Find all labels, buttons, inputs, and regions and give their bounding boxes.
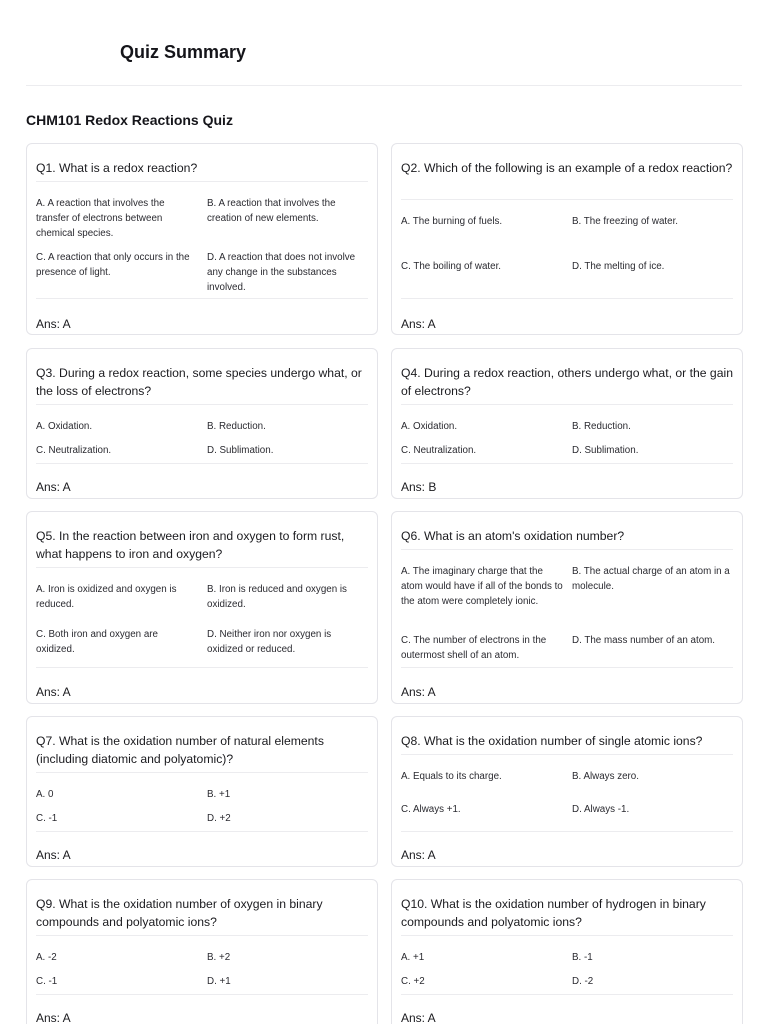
- option-d: D. -2: [572, 976, 594, 987]
- option-b: B. Reduction.: [572, 421, 631, 432]
- question-text: Q3. During a redox reaction, some species undergo what, or the loss of electrons?: [36, 366, 362, 398]
- question-text: Q6. What is an atom's oxidation number?: [401, 529, 625, 543]
- question-divider: [401, 935, 733, 936]
- title-divider: [26, 85, 742, 86]
- option-b: B. The actual charge of an atom in a molecule.: [572, 566, 730, 592]
- option-b: B. -1: [572, 952, 593, 963]
- answer-divider: [36, 463, 368, 464]
- answer-label: Ans: A: [401, 685, 436, 699]
- question-divider: [401, 404, 733, 405]
- question-text: Q9. What is the oxidation number of oxygen in binary compounds and polyatomic ions?: [36, 897, 323, 929]
- option-d: D. Always -1.: [572, 804, 630, 815]
- option-a: A. Oxidation.: [36, 421, 93, 432]
- option-c: C. Neutralization.: [401, 445, 477, 456]
- option-c: C. Always +1.: [401, 804, 461, 815]
- option-d: D. +1: [207, 976, 231, 987]
- answer-label: Ans: A: [401, 848, 436, 862]
- question-text: Q4. During a redox reaction, others undergo what, or the gain of electrons?: [401, 366, 733, 398]
- answer-divider: [36, 994, 368, 995]
- question-card-q2: [391, 143, 743, 335]
- option-a: A. The imaginary charge that the atom would have if all of the bonds to the atom were completely ionic.: [401, 566, 563, 607]
- question-card-q7: [26, 716, 378, 867]
- option-b: B. A reaction that involves the creation of new elements.: [207, 198, 336, 224]
- question-divider: [36, 567, 368, 568]
- option-d: D. Neither iron nor oxygen is oxidized or reduced.: [207, 629, 332, 655]
- answer-divider: [401, 831, 733, 832]
- answer-divider: [401, 994, 733, 995]
- quiz-name: CHM101 Redox Reactions Quiz: [26, 112, 233, 128]
- option-d: D. Sublimation.: [207, 445, 274, 456]
- answer-label: Ans: A: [36, 685, 71, 699]
- question-divider: [36, 181, 368, 182]
- option-c: C. A reaction that only occurs in the presence of light.: [36, 252, 190, 278]
- question-text: Q5. In the reaction between iron and oxygen to form rust, what happens to iron and oxygen?: [36, 529, 345, 561]
- option-b: B. +1: [207, 789, 231, 800]
- option-d: D. A reaction that does not involve any change in the substances involved.: [207, 252, 356, 293]
- option-d: D. +2: [207, 813, 231, 824]
- option-d: D. The mass number of an atom.: [572, 635, 716, 646]
- option-a: A. Oxidation.: [401, 421, 458, 432]
- option-c: C. The number of electrons in the outermost shell of an atom.: [401, 635, 547, 661]
- option-c: C. +2: [401, 976, 425, 987]
- option-d: D. The melting of ice.: [572, 261, 665, 272]
- question-divider: [401, 199, 733, 200]
- answer-label: Ans: A: [401, 317, 436, 331]
- option-a: A. 0: [36, 789, 54, 800]
- option-a: A. -2: [36, 952, 57, 963]
- answer-divider: [36, 667, 368, 668]
- option-c: C. The boiling of water.: [401, 261, 502, 272]
- option-b: B. +2: [207, 952, 231, 963]
- option-c: C. Both iron and oxygen are oxidized.: [36, 629, 158, 655]
- answer-divider: [36, 831, 368, 832]
- question-divider: [36, 772, 368, 773]
- question-divider: [401, 754, 733, 755]
- question-card-q6: [391, 511, 743, 704]
- option-b: B. Iron is reduced and oxygen is oxidized.: [207, 584, 347, 610]
- answer-label: Ans: B: [401, 480, 437, 494]
- question-divider: [36, 935, 368, 936]
- option-c: C. -1: [36, 976, 58, 987]
- question-divider: [401, 549, 733, 550]
- option-c: C. Neutralization.: [36, 445, 112, 456]
- answer-label: Ans: A: [36, 1011, 71, 1024]
- question-text: Q7. What is the oxidation number of natural elements (including diatomic and polyatomic)?: [36, 734, 324, 766]
- option-b: B. The freezing of water.: [572, 216, 679, 227]
- question-card-q10: [391, 879, 743, 1024]
- answer-divider: [401, 667, 733, 668]
- question-text: Q1. What is a redox reaction?: [36, 161, 198, 175]
- answer-label: Ans: A: [36, 317, 71, 331]
- answer-divider: [401, 298, 733, 299]
- question-text: Q8. What is the oxidation number of single atomic ions?: [401, 734, 703, 748]
- answer-label: Ans: A: [401, 1011, 436, 1024]
- question-text: Q2. Which of the following is an example of a redox reaction?: [401, 161, 733, 175]
- option-a: A. +1: [401, 952, 425, 963]
- question-text: Q10. What is the oxidation number of hydrogen in binary compounds and polyatomic ions?: [401, 897, 706, 929]
- question-card-q3: [26, 348, 378, 499]
- option-a: A. The burning of fuels.: [401, 216, 503, 227]
- question-card-q9: [26, 879, 378, 1024]
- question-divider: [36, 404, 368, 405]
- option-a: A. A reaction that involves the transfer of electrons between chemical species.: [36, 198, 165, 239]
- option-b: B. Reduction.: [207, 421, 266, 432]
- question-card-q5: [26, 511, 378, 704]
- question-card-q8: [391, 716, 743, 867]
- page-title: Quiz Summary: [120, 42, 247, 62]
- option-c: C. -1: [36, 813, 58, 824]
- question-card-q4: [391, 348, 743, 499]
- answer-divider: [401, 463, 733, 464]
- option-d: D. Sublimation.: [572, 445, 639, 456]
- answer-label: Ans: A: [36, 480, 71, 494]
- answer-label: Ans: A: [36, 848, 71, 862]
- option-a: A. Iron is oxidized and oxygen is reduced.: [36, 584, 177, 610]
- question-card-q1: [26, 143, 378, 335]
- option-b: B. Always zero.: [572, 771, 639, 782]
- option-a: A. Equals to its charge.: [401, 771, 502, 782]
- answer-divider: [36, 298, 368, 299]
